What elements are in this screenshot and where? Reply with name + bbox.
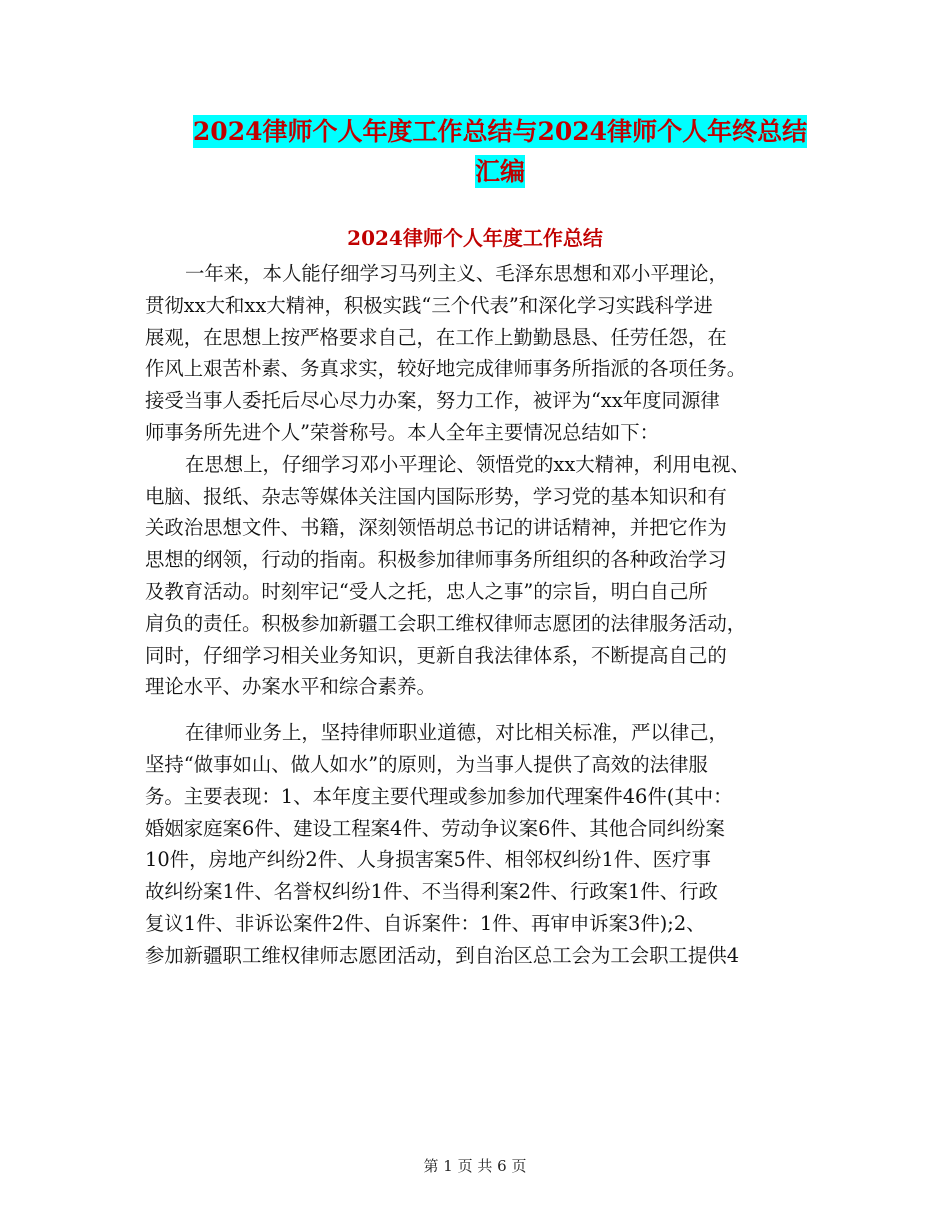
title-line-1: 2024律师个人年度工作总结与2024律师个人年终总结 — [192, 117, 808, 146]
text-line: 师事务所先进个人”荣誉称号。本人全年主要情况总结如下： — [145, 420, 660, 444]
text-line: 务。主要表现：1、本年度主要代理或参加参加代理案件46件(其中： — [145, 784, 733, 808]
text-line: 关政治思想文件、书籍，深刻领悟胡总书记的讲话精神，并把它作为 — [145, 516, 727, 540]
text-line: 坚持“做事如山、做人如水”的原则，为当事人提供了高效的法律服 — [145, 752, 708, 776]
text-line: 思想的纲领，行动的指南。积极参加律师事务所组织的各种政治学习 — [145, 548, 727, 572]
text-line: 肩负的责任。积极参加新疆工会职工维权律师志愿团的法律服务活动， — [145, 611, 747, 635]
page-footer: 第 1 页 共 6 页 — [423, 1157, 527, 1175]
text-line: 理论水平、办案水平和综合素养。 — [145, 675, 436, 699]
text-line: 接受当事人委托后尽心尽力办案，努力工作，被评为“xx年度同源律 — [145, 389, 720, 413]
text-line: 婚姻家庭案6件、建设工程案4件、劳动争议案6件、其他合同纠纷案 — [145, 816, 725, 840]
text-line: 同时，仔细学习相关业务知识，更新自我法律体系，不断提高自己的 — [145, 643, 727, 667]
section-title: 2024律师个人年度工作总结 — [347, 226, 603, 250]
text-line: 贯彻xx大和xx大精神，积极实践“三个代表”和深化学习实践科学进 — [145, 293, 713, 317]
body-text — [145, 258, 817, 972]
paragraph-3 — [145, 717, 817, 971]
text-line: 复议1件、非诉讼案件2件、自诉案件：1件、再审申诉案3件);2、 — [145, 911, 706, 935]
text-line: 及教育活动。时刻牢记“受人之托，忠人之事”的宗旨，明白自己所 — [145, 579, 708, 603]
text-line: 在律师业务上，坚持律师职业道德，对比相关标准，严以律己， — [185, 721, 728, 745]
title-line-2: 汇编 — [474, 157, 525, 186]
text-line: 一年来，本人能仔细学习马列主义、毛泽东思想和邓小平理论， — [185, 262, 728, 285]
text-line: 参加新疆职工维权律师志愿团活动，到自治区总工会为工会职工提供4 — [145, 943, 740, 967]
paragraph-2 — [145, 449, 817, 703]
text-line: 10件，房地产纠纷2件、人身损害案5件、相邻权纠纷1件、医疗事 — [145, 848, 711, 872]
document-title — [150, 112, 850, 192]
paragraph-1 — [145, 258, 817, 449]
paragraph-spacer — [145, 703, 817, 717]
text-line: 作风上艰苦朴素、务真求实，较好地完成律师事务所指派的各项任务。 — [145, 357, 747, 381]
text-line: 故纠纷案1件、名誉权纠纷1件、不当得利案2件、行政案1件、行政 — [145, 880, 718, 904]
text-line: 展观，在思想上按严格要求自己，在工作上勤勤恳恳、任劳任怨，在 — [145, 325, 727, 349]
text-line: 在思想上，仔细学习邓小平理论、领悟党的xx大精神，利用电视、 — [185, 452, 750, 476]
text-line: 电脑、报纸、杂志等媒体关注国内国际形势，学习党的基本知识和有 — [145, 484, 727, 508]
